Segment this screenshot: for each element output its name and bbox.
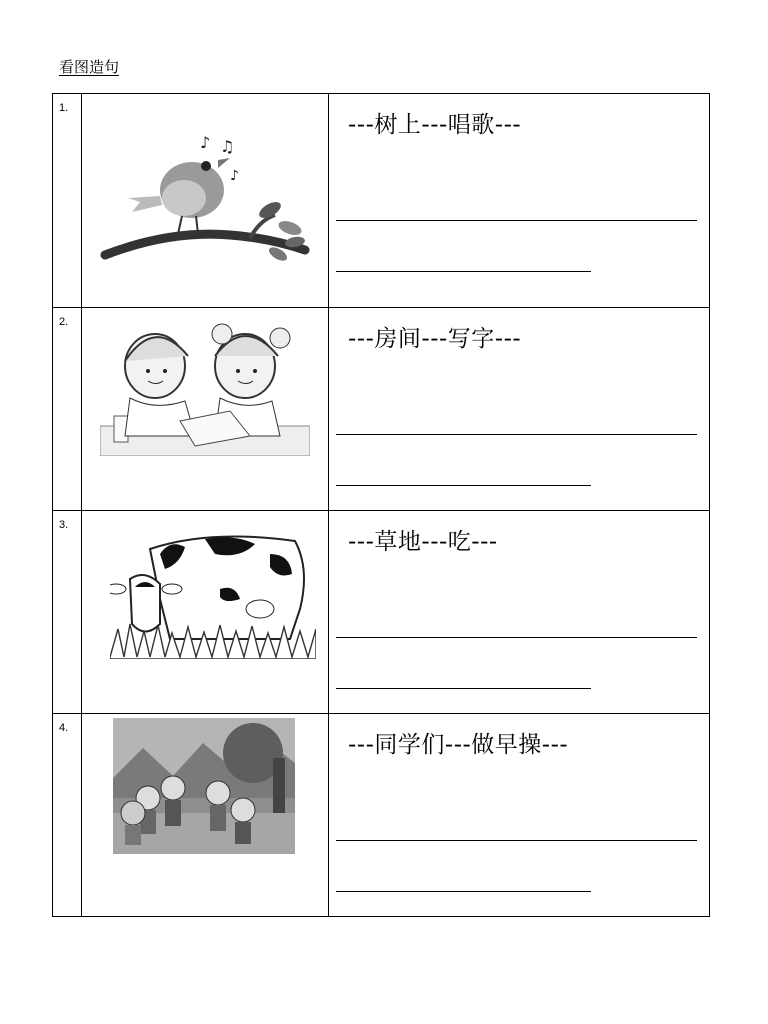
row-number: 1.: [59, 102, 69, 114]
row-number: 3.: [59, 519, 69, 531]
picture-cell: [82, 94, 329, 308]
answer-line-1[interactable]: [336, 840, 697, 841]
worksheet-table: [52, 93, 710, 917]
row-number-cell: [53, 94, 82, 308]
grazing-cow-illustration: [110, 529, 316, 659]
sentence-prompt: ---树上---唱歌---: [348, 112, 522, 138]
picture-cell: [82, 714, 329, 917]
picture-cell: [82, 511, 329, 714]
exercise-row-3: [53, 511, 710, 714]
picture-cell: [82, 308, 329, 511]
row-number-cell: [53, 511, 82, 714]
writing-cell: [329, 94, 710, 308]
writing-cell: [329, 511, 710, 714]
answer-line-2[interactable]: [336, 688, 591, 689]
children-exercising-illustration: [113, 718, 295, 854]
girls-writing-illustration: [100, 316, 310, 456]
sentence-prompt: ---同学们---做早操---: [348, 732, 569, 758]
writing-cell: [329, 714, 710, 917]
exercise-row-1: [53, 94, 710, 308]
answer-line-1[interactable]: [336, 434, 697, 435]
row-number-cell: [53, 308, 82, 511]
answer-line-2[interactable]: [336, 485, 591, 486]
row-number: 2.: [59, 316, 69, 328]
sentence-prompt: ---房间---写字---: [348, 326, 522, 352]
answer-line-2[interactable]: [336, 271, 591, 272]
svg-text:♪: ♪: [230, 168, 239, 184]
answer-line-1[interactable]: [336, 637, 697, 638]
svg-text:♪: ♪: [200, 133, 211, 152]
row-number: 4.: [59, 722, 69, 734]
exercise-row-4: [53, 714, 710, 917]
answer-line-2[interactable]: [336, 891, 591, 892]
page-title: 看图造句: [59, 58, 120, 76]
exercise-row-2: [53, 308, 710, 511]
answer-line-1[interactable]: [336, 220, 697, 221]
row-number-cell: [53, 714, 82, 917]
sentence-prompt: ---草地---吃---: [348, 529, 498, 555]
bird-on-branch-illustration: [100, 100, 312, 300]
svg-text:♫: ♫: [220, 137, 235, 156]
writing-cell: [329, 308, 710, 511]
